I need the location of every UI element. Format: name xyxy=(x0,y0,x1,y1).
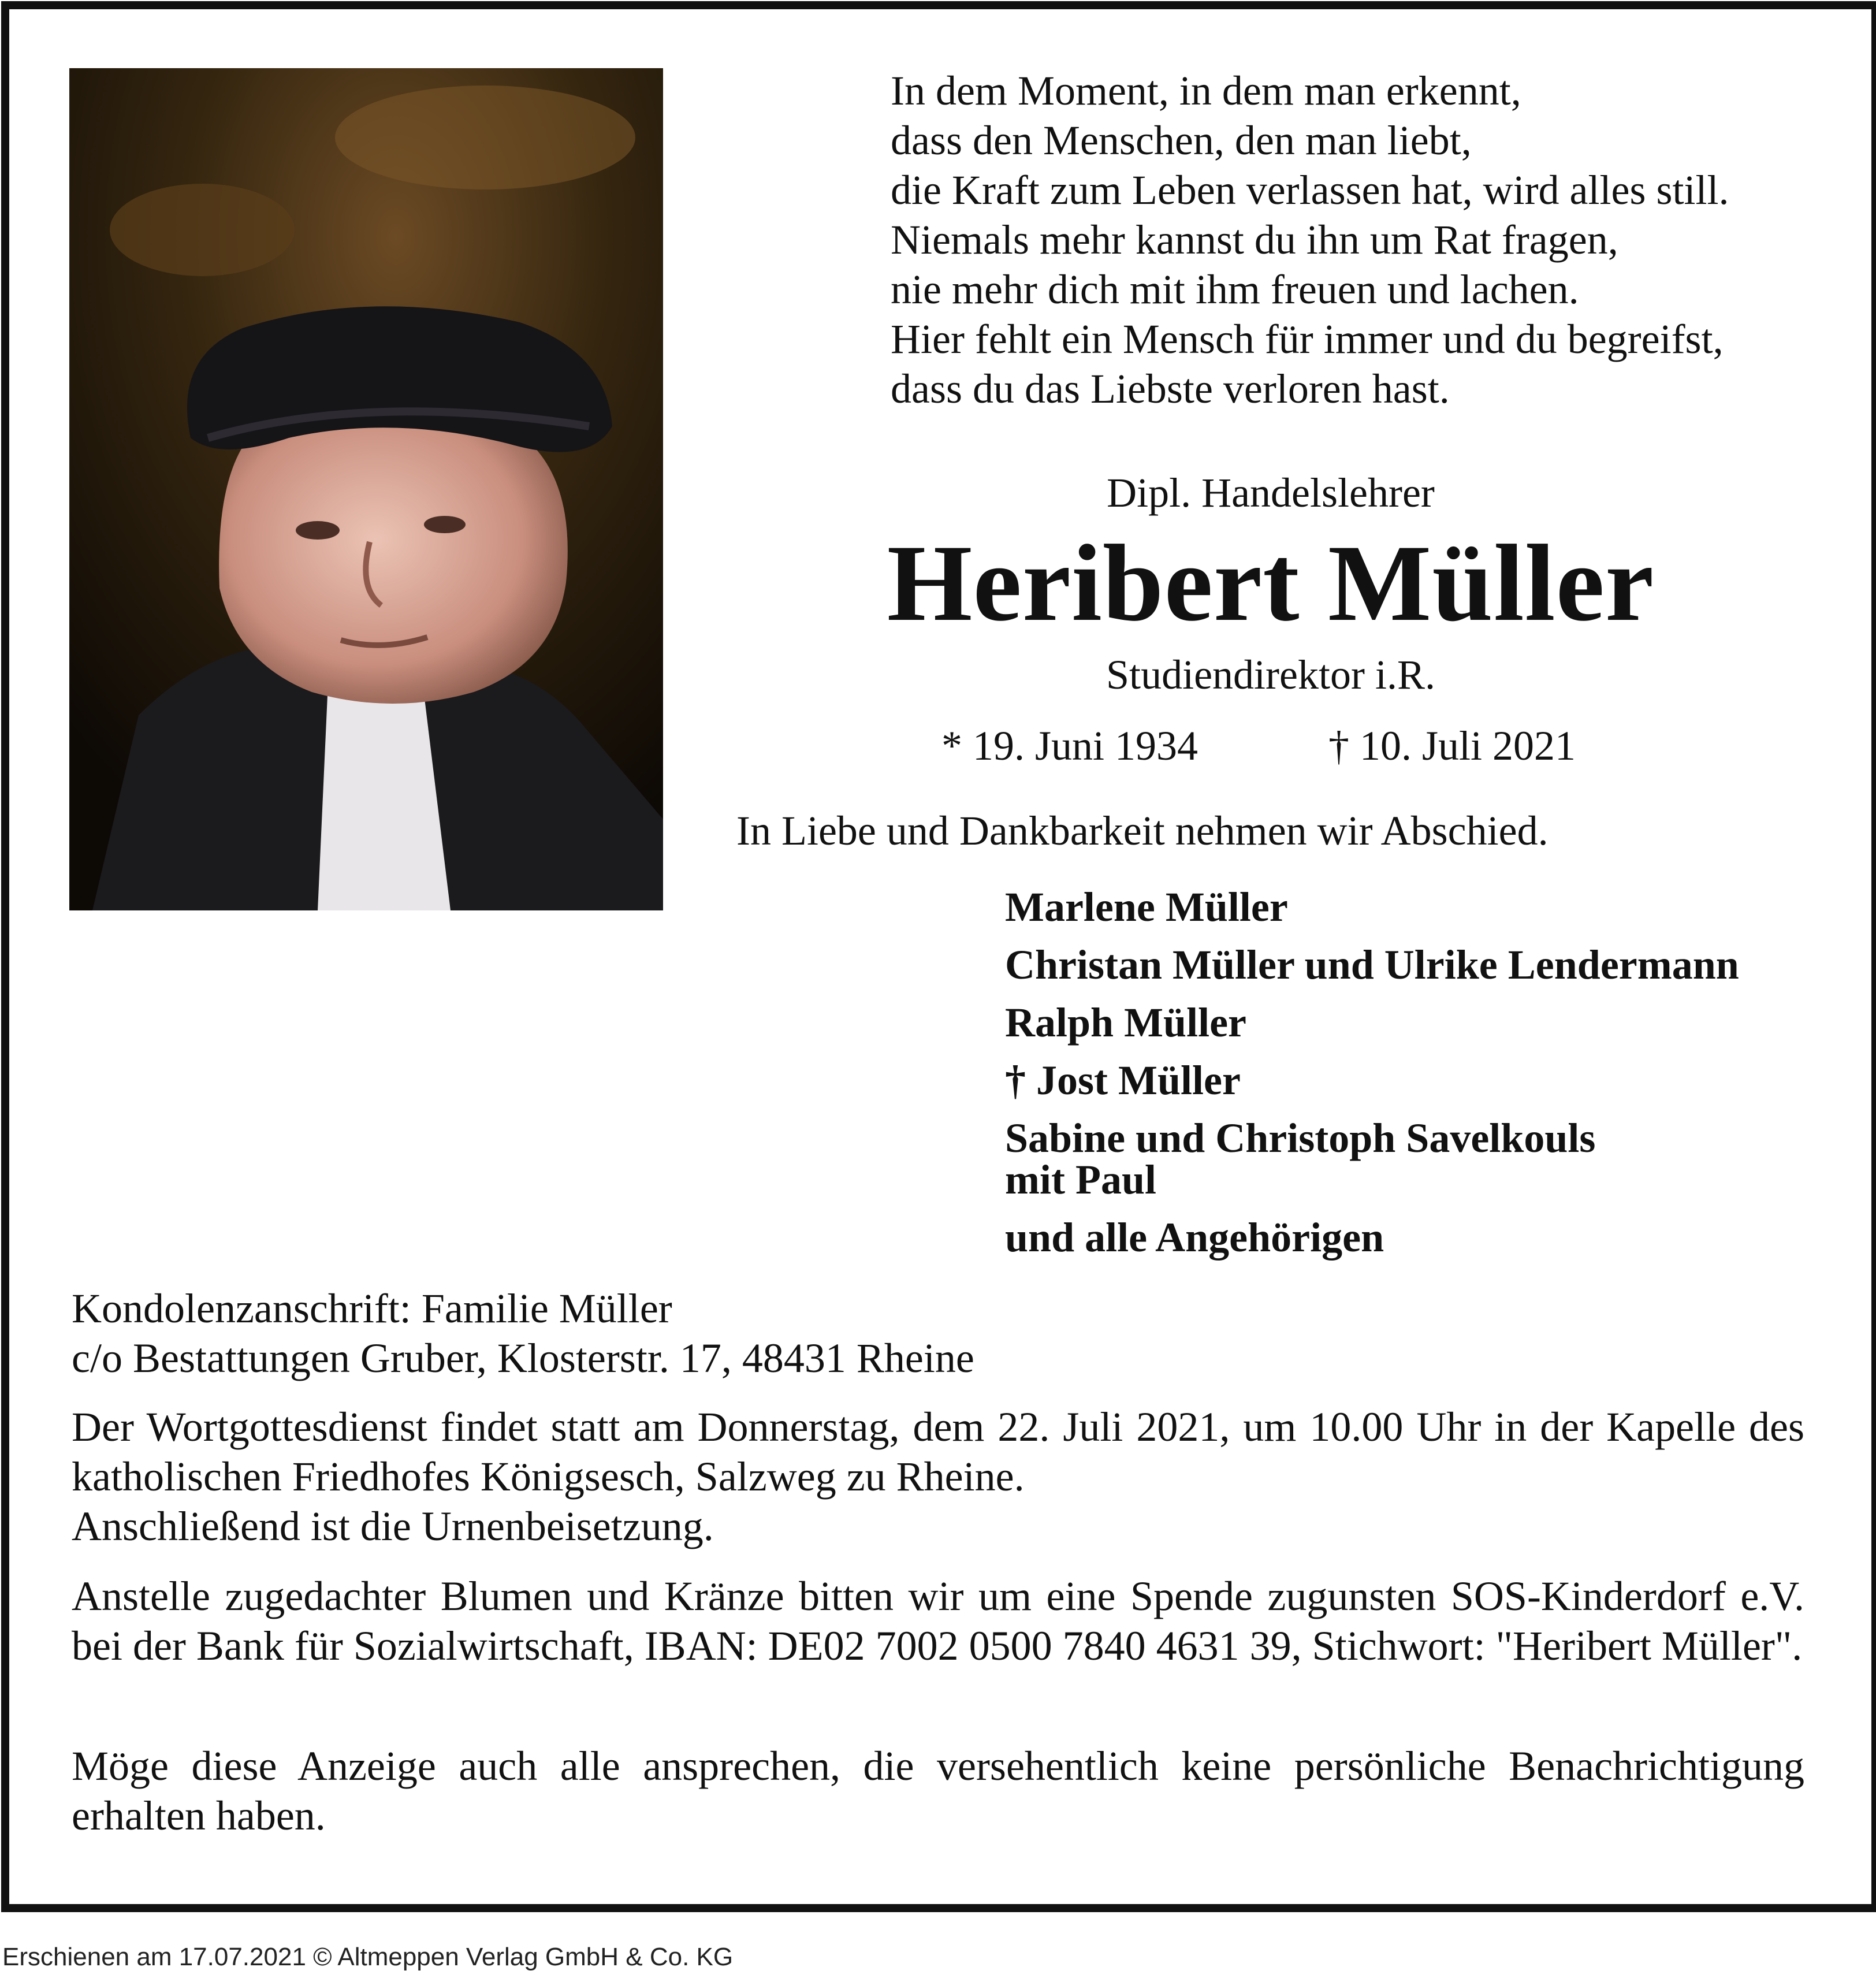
family-member: und alle Angehörigen xyxy=(1005,1214,1384,1261)
deceased-name: Heribert Müller xyxy=(887,523,1655,644)
farewell-line: In Liebe und Dankbarkeit nehmen wir Abschied. xyxy=(736,808,1549,854)
publication-footer: Erschienen am 17.07.2021 © Altmeppen Verlag GmbH & Co. KG xyxy=(2,1943,734,1971)
burial-text: Anschließend ist die Urnenbeisetzung. xyxy=(72,1503,714,1549)
poem-line: Niemals mehr kannst du ihn um Rat fragen, xyxy=(891,217,1618,263)
family-member: † Jost Müller xyxy=(1005,1057,1241,1103)
portrait-photo xyxy=(69,68,663,910)
donation-text: Anstelle zugedachter Blumen und Kränze bitten wir um eine Spende zugunsten SOS-Kinderdorf e.V. bei der Bank für Sozialwirtschaft, IBAN: DE02 7002 0500 7840 4631 39, Stichwort: "Heribert Müller". xyxy=(72,1573,1804,1669)
family-member: Sabine und Christoph Savelkouls mit Paul xyxy=(1005,1115,1596,1203)
family-member: Christan Müller und Ulrike Lendermann xyxy=(1005,942,1739,988)
rank-title: Studiendirektor i.R. xyxy=(1106,652,1435,698)
notice-text: Möge diese Anzeige auch alle ansprechen, die versehentlich keine persönliche Benachrichtigung erhalten haben. xyxy=(72,1743,1804,1839)
condolence-line: Kondolenzanschrift: Familie Müller xyxy=(72,1285,672,1332)
family-member: Ralph Müller xyxy=(1005,999,1247,1046)
poem-line: nie mehr dich mit ihm freuen und lachen. xyxy=(891,266,1579,313)
poem-line: dass du das Liebste verloren hast. xyxy=(891,366,1450,412)
condolence-line: c/o Bestattungen Gruber, Klosterstr. 17, 48431 Rheine xyxy=(72,1335,974,1381)
poem-line: In dem Moment, in dem man erkennt, xyxy=(891,68,1521,114)
family-list xyxy=(1005,886,1837,1274)
service-info xyxy=(72,1402,1804,1551)
poem-line: dass den Menschen, den man liebt, xyxy=(891,117,1472,163)
poem-line: die Kraft zum Leben verlassen hat, wird alles still. xyxy=(891,167,1729,213)
family-member: Marlene Müller xyxy=(1005,884,1288,930)
professional-title: Dipl. Handelslehrer xyxy=(1107,470,1435,516)
poem xyxy=(891,66,1844,414)
birth-date: * 19. Juni 1934 xyxy=(941,723,1198,769)
service-text: Der Wortgottesdienst findet statt am Donnerstag, dem 22. Juli 2021, um 10.00 Uhr in der Kapelle des katholischen Friedhofes Königsesch, Salzweg zu Rheine. xyxy=(72,1404,1804,1500)
condolence-address xyxy=(72,1284,1804,1383)
poem-line: Hier fehlt ein Mensch für immer und du begreifst, xyxy=(891,316,1724,362)
death-date: † 10. Juli 2021 xyxy=(1328,723,1576,769)
